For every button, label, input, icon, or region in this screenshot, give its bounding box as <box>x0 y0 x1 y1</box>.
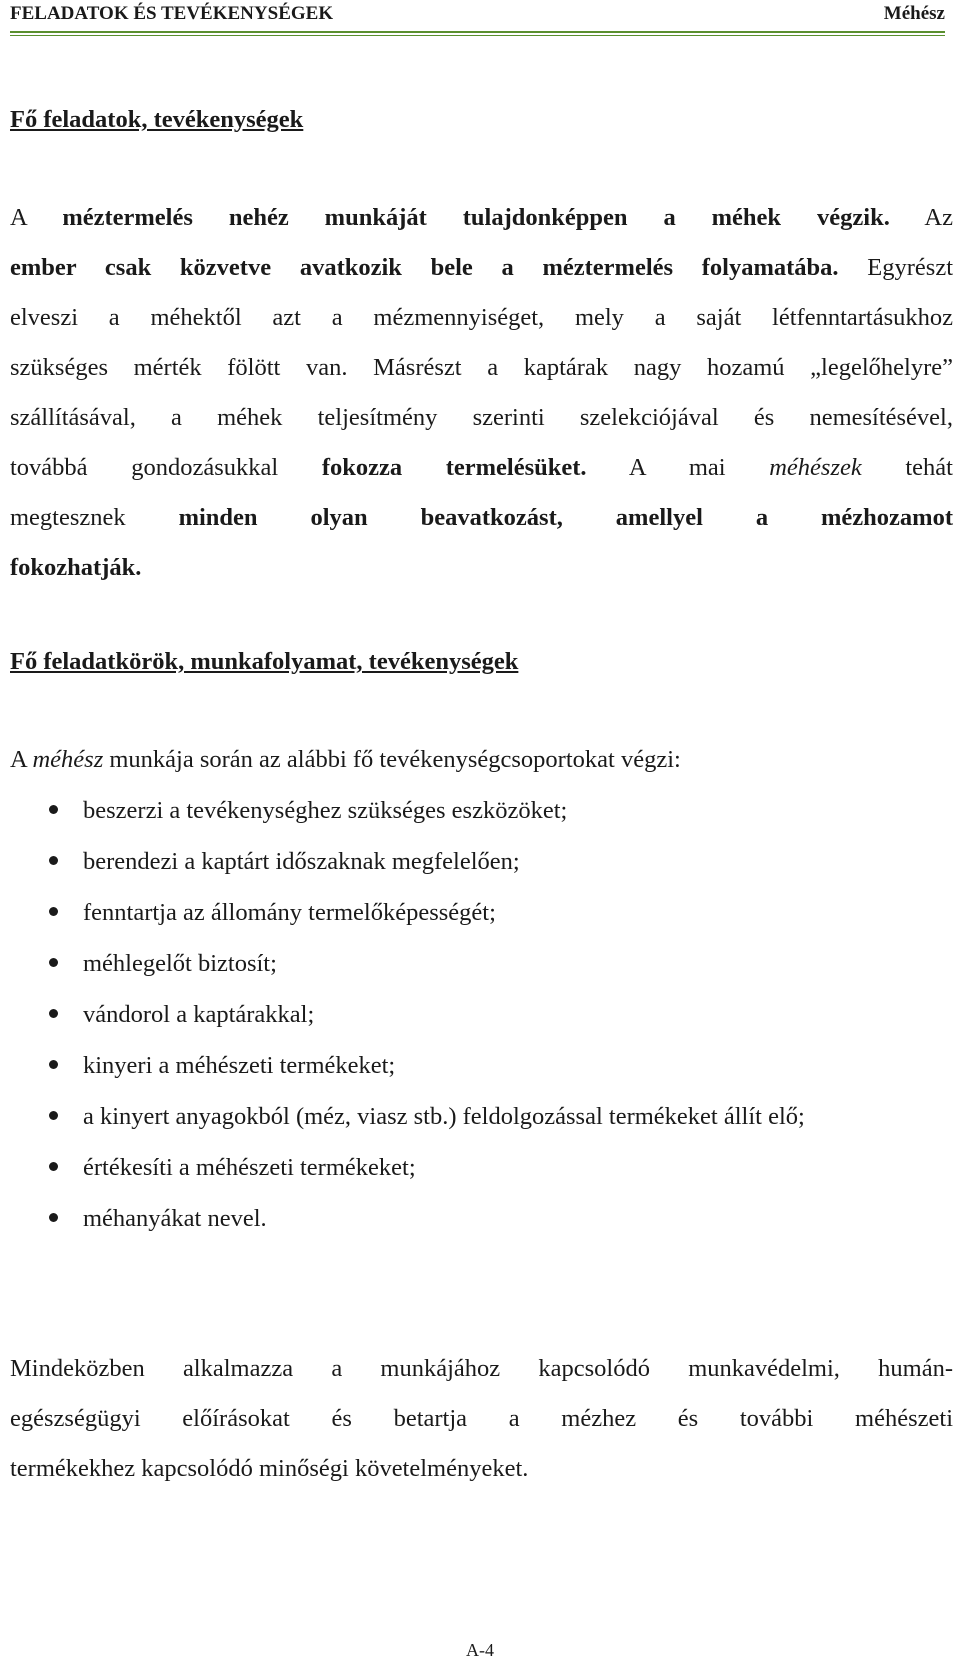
header-rule <box>10 31 945 33</box>
list-item-text: értékesíti a méhészeti termékeket; <box>83 1154 416 1181</box>
page-number: A-4 <box>466 1640 494 1660</box>
text-run: A <box>10 746 33 773</box>
bullet-icon <box>49 1213 58 1222</box>
text-run: szállításával, a méhek teljesítmény szerinti szelekciójával és nemesítésével, <box>10 404 953 431</box>
bold-text: minden olyan beavatkozást, amellyel a mézhozamot <box>178 504 953 531</box>
section-title-task-areas: Fő feladatkörök, munkafolyamat, tevékenységek <box>10 648 519 675</box>
paragraph-line <box>10 493 953 543</box>
list-item-text: méhlegelőt biztosít; <box>83 950 277 977</box>
intro-paragraph <box>10 193 953 593</box>
bullet-icon <box>49 805 58 814</box>
paragraph-line <box>10 443 953 493</box>
bullet-icon <box>49 1060 58 1069</box>
bold-text: méztermelés nehéz munkáját tulajdonképpen a méhek végzik. <box>62 204 890 231</box>
list-item <box>10 938 953 989</box>
closing-paragraph <box>10 1344 953 1494</box>
bold-text: ember csak közvetve avatkozik bele a méztermelés folyamatába. <box>10 254 839 281</box>
bullet-icon <box>49 1009 58 1018</box>
paragraph-line <box>10 293 953 343</box>
text-run: továbbá gondozásukkal <box>10 454 322 481</box>
list-item-text: vándorol a kaptárakkal; <box>83 1001 315 1028</box>
list-item <box>10 1040 953 1091</box>
paragraph-line: egészségügyi előírásokat és betartja a mézhez és további méhészeti <box>10 1405 953 1432</box>
paragraph-line <box>10 343 953 393</box>
text-run: megtesznek <box>10 504 179 531</box>
italic-text: méhész <box>32 746 104 773</box>
activities-intro <box>10 735 953 785</box>
list-item <box>10 785 953 836</box>
text-run: munkája során az alábbi fő tevékenységcsoportokat végzi: <box>103 746 681 773</box>
header-chapter-title: FELADATOK ÉS TEVÉKENYSÉGEK <box>10 3 334 24</box>
activities-list <box>10 785 953 1244</box>
paragraph-line: Mindeközben alkalmazza a munkájához kapcsolódó munkavédelmi, humán- <box>10 1355 953 1382</box>
header-occupation: Méhész <box>883 3 945 24</box>
text-run: Az <box>889 204 954 231</box>
list-item <box>10 836 953 887</box>
text-run: elveszi a méhektől azt a mézmennyiséget, mely a saját létfenntartásukhoz <box>10 304 953 331</box>
list-item <box>10 1193 953 1244</box>
paragraph-line: termékekhez kapcsolódó minőségi követelményeket. <box>10 1455 529 1482</box>
paragraph-line <box>10 543 953 593</box>
list-item <box>10 887 953 938</box>
header-rule-thin <box>10 35 945 36</box>
paragraph-line <box>10 193 953 243</box>
list-item-text: a kinyert anyagokból (méz, viasz stb.) feldolgozással termékeket állít elő; <box>83 1103 805 1130</box>
bullet-icon <box>49 856 58 865</box>
list-item-text: kinyeri a méhészeti termékeket; <box>83 1052 396 1079</box>
list-item-text: beszerzi a tevékenységhez szükséges eszközöket; <box>83 797 568 824</box>
text-run: A <box>10 204 63 231</box>
list-item-text: berendezi a kaptárt időszaknak megfelelően; <box>83 848 520 875</box>
paragraph-line <box>10 735 953 785</box>
running-header <box>10 0 945 34</box>
text-run: szükséges mérték fölött van. Másrészt a kaptárak nagy hozamú „legelőhelyre” <box>10 354 953 381</box>
list-item-text: fenntartja az állomány termelőképességét; <box>83 899 496 926</box>
bullet-icon <box>49 1162 58 1171</box>
list-item <box>10 1091 953 1142</box>
list-item <box>10 989 953 1040</box>
text-run: Egyrészt <box>838 254 953 281</box>
text-run: A mai <box>586 454 770 481</box>
bold-text: fokozza termelésüket. <box>321 454 587 481</box>
bullet-icon <box>49 907 58 916</box>
list-item-text: méhanyákat nevel. <box>83 1205 267 1232</box>
list-item <box>10 1142 953 1193</box>
section-title-main-tasks: Fő feladatok, tevékenységek <box>10 106 304 133</box>
paragraph-line <box>10 243 953 293</box>
bullet-icon <box>49 1111 58 1120</box>
text-run: tehát <box>861 454 953 481</box>
italic-text: méhészek <box>769 454 862 481</box>
paragraph-line <box>10 393 953 443</box>
bullet-icon <box>49 958 58 967</box>
bold-text: fokozhatják. <box>10 554 142 581</box>
